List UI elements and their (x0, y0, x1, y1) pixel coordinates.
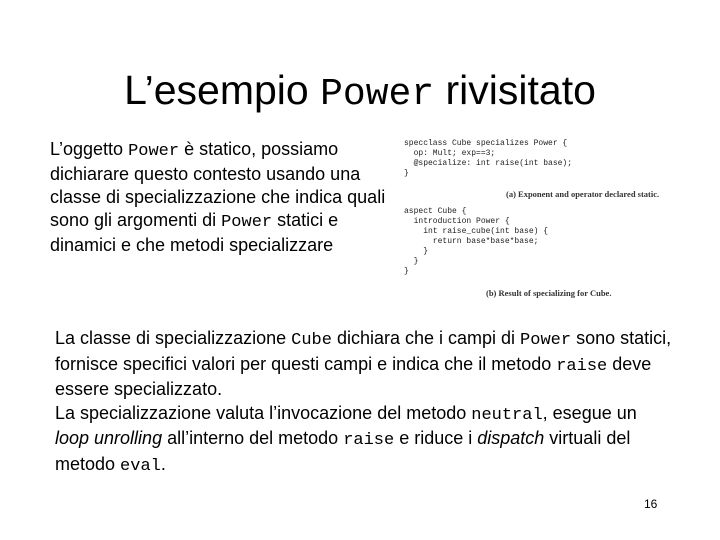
title-text-start: L’esempio (124, 67, 321, 113)
intro-code-power-2: Power (221, 213, 273, 232)
code-power: Power (520, 331, 572, 350)
body-text-span: e riduce i (394, 428, 478, 448)
title-text-end: rivisitato (434, 67, 596, 113)
code-eval: eval (120, 456, 161, 476)
body-text-span: , esegue un (542, 402, 637, 423)
body-paragraph-2 (55, 402, 675, 479)
body-text-span: deve essere specializzato. (55, 353, 652, 399)
code-raise-2: raise (343, 431, 395, 450)
code-neutral: neutral (471, 405, 543, 425)
body-text (55, 327, 675, 478)
body-paragraph-1 (55, 327, 675, 402)
code-raise: raise (556, 356, 608, 376)
intro-text-2: è statico, possiamo dichiarare questo contesto usando una classe di specializzazione che indica quali sono gli argomenti di (50, 139, 386, 230)
figure-caption-b: (b) Result of specializing for Cube. (486, 288, 612, 298)
figure-caption-a: (a) Exponent and operator declared static. (506, 189, 660, 199)
title-code-power: Power (320, 73, 435, 116)
body-text-span: virtuali del metodo (55, 428, 631, 474)
body-text-span: dichiara che i campi di (331, 328, 521, 348)
code-cube: Cube (291, 331, 332, 350)
code-listing-b: aspect Cube { introduction Power { int raise_cube(int base) { return base*base*base; } } } (404, 207, 549, 276)
term-dispatch: dispatch (477, 428, 545, 448)
body-text-span: La classe di specializzazione (55, 328, 292, 348)
intro-text-3: statici e dinamici e che metodi specializzare (50, 210, 339, 255)
intro-text-1: L’oggetto (50, 139, 129, 159)
body-text-span: . (160, 453, 166, 474)
code-listing-a: specclass Cube specializes Power { op: Mult; exp==3; @specialize: int raise(int base); } (404, 139, 573, 178)
intro-code-power-1: Power (128, 142, 180, 161)
page-number: 16 (644, 497, 658, 511)
body-text-span: La specializzazione valuta l’invocazione del metodo (55, 402, 472, 423)
intro-paragraph (50, 138, 390, 257)
slide-title (0, 64, 720, 121)
body-text-span: all’interno del metodo (162, 428, 344, 448)
body-text-span: sono statici, fornisce specifici valori per questi campi e indica che il metodo (55, 328, 672, 374)
code-figure (402, 135, 660, 303)
term-loop-unrolling: loop unrolling (55, 428, 163, 448)
